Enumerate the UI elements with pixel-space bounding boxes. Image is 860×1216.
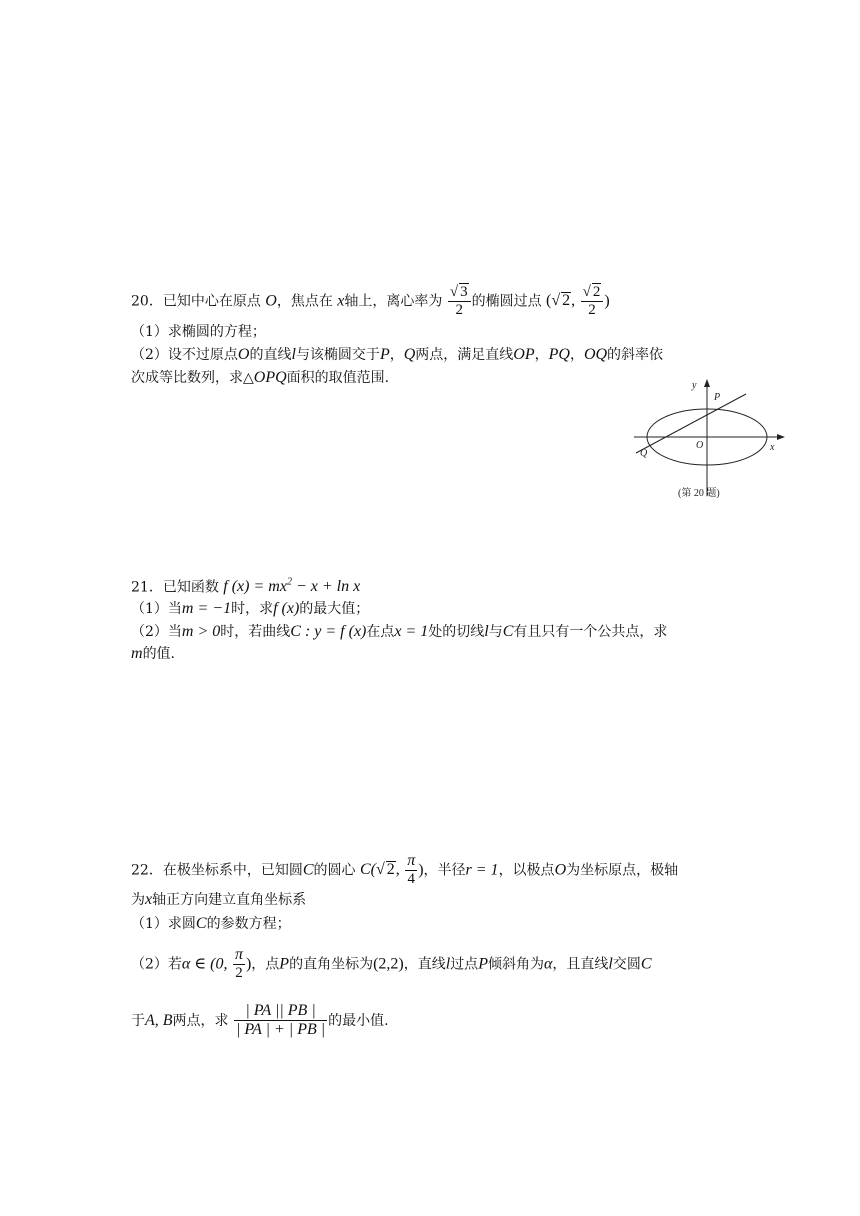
ellipse-point: (√ 2,: [546, 292, 576, 310]
figure-caption: (第 20 题): [678, 488, 720, 499]
label-Q: Q: [640, 448, 648, 459]
label-P: P: [714, 392, 721, 403]
q20-part1: （1）求椭圆的方程；: [131, 324, 266, 340]
q22-part2: （2）若α ∈ (0, $\frac{\pi}{2}$ )，点P的直角坐标为(2,2)，直线l过点P倾斜角为α，且直线l交圆C: [131, 946, 652, 982]
x-axis-arrow: [777, 434, 785, 440]
q20-line1: 20．已知中心在原点 O，焦点在 x轴上，离心率为 $\frac{√ 3}{2}$ 的椭圆过点 (√ 2, $\frac{√ 2}{2}$ ): [131, 284, 610, 319]
label-O: O: [696, 440, 704, 451]
q22-line2: 为x轴正方向建立直角坐标系: [131, 891, 307, 908]
q21-part2: （2）当m > 0时，若曲线C : y = f (x)在点x = 1处的切线l与C有且只有一个公共点，求: [131, 623, 668, 640]
q21-part2-cont: m的值.: [131, 645, 176, 662]
label-y: y: [692, 380, 697, 391]
q22-line1: 22．在极坐标系中，已知圆C的圆心 C(√ 2, $\frac{\pi}{4}$ )，半径r = 1，以极点O为坐标原点，极轴: [131, 852, 679, 888]
line-l: [636, 394, 746, 453]
q22-part2-cont: 于A, B两点，求 $\frac{| PA || PB |}{| PA | + | PB |}$ 的最小值.: [131, 1002, 389, 1039]
label-x: x: [770, 442, 775, 453]
q21-part1: （1）当m = −1时，求f (x)的最大值；: [131, 600, 370, 617]
q20-part2-cont: 次成等比数列，求△OPQ面积的取值范围.: [131, 369, 390, 386]
distance-fraction: $\frac{| PA || PB |}{| PA | + | PB |}$: [236, 1002, 326, 1039]
q21-line1: 21．已知函数 f $(x) = mx^2 - x + \ln x$: [131, 577, 361, 596]
function-definition: f $(x) = mx^2 - x + \ln x$: [223, 577, 361, 596]
q22-part1: （1）求圆C的参数方程；: [131, 915, 291, 932]
circle-center: C(√ 2,: [359, 861, 400, 879]
ellipse-figure: [630, 378, 790, 503]
y-axis-arrow: [704, 379, 710, 387]
eccentricity-fraction: $\frac{√ 3}{2}$: [448, 283, 471, 320]
q20-part2: （2）设不过原点O的直线l与该椭圆交于P，Q两点，满足直线OP，PQ，OQ的斜率依: [131, 346, 664, 363]
